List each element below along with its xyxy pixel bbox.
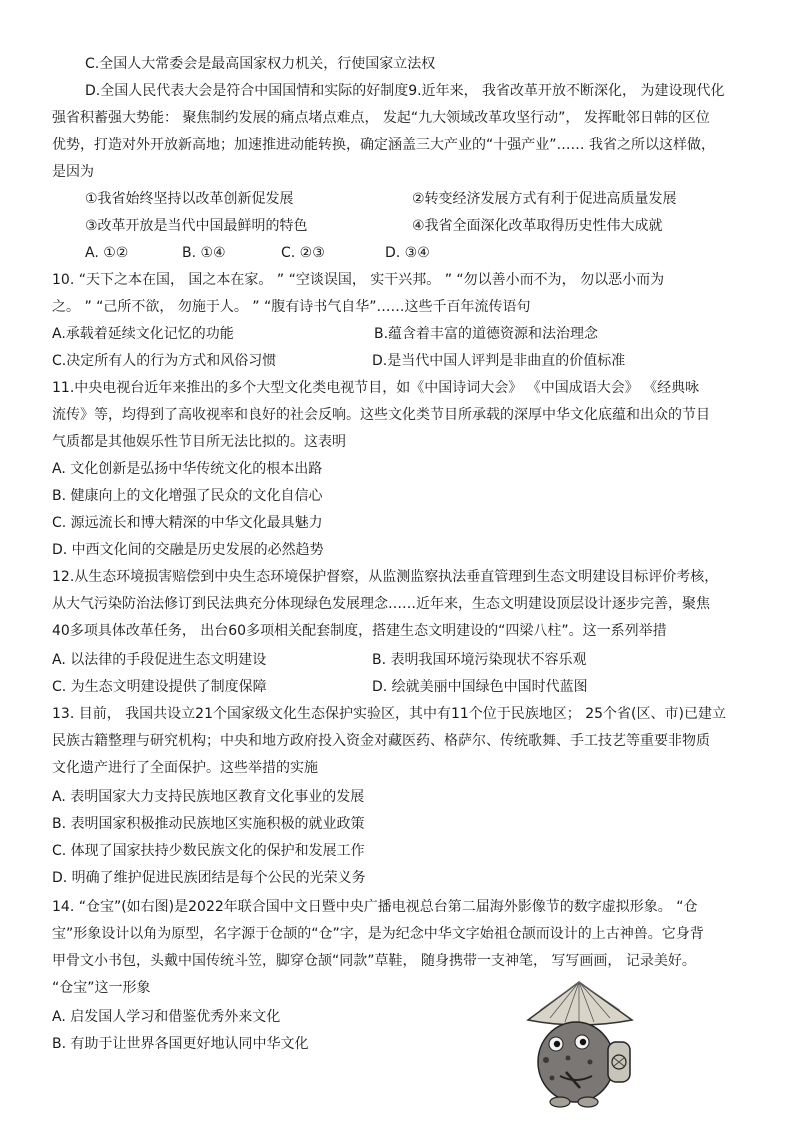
q13-option-a: A. 表明国家大力支持民族地区教育文化事业的发展 xyxy=(52,789,365,805)
q9-line: 优势，打造对外开放新高地；加速推进动能转换，确定涵盖三大产业的“十强产业”…… 我省之所以这样做， xyxy=(52,137,715,153)
q11-line: 11.中央电视台近年来推出的多个大型文化类电视节目，如《中国诗词大会》 《中国成语大会》 《经典咏 xyxy=(52,380,700,396)
q12-line: 从大气污染防治法修订到民法典充分体现绿色发展理念……近年来，生态文明建设顶层设计逐步完善，聚焦 xyxy=(52,596,710,612)
q9-item-1: ①我省始终坚持以改革创新促发展 xyxy=(85,191,294,207)
q10-line: 之。 ” “己所不欲， 勿施于人。 ” “腹有诗书气自华”……这些千百年流传语句 xyxy=(52,299,531,315)
q9-choice-c: C. ②③ xyxy=(281,245,325,261)
q10-option-d: D.是当代中国人评判是非曲直的价值标准 xyxy=(372,353,626,369)
q14-line: “仓宝”这一形象 xyxy=(52,980,151,996)
cangbao-mascot-image xyxy=(520,980,638,1112)
q12-option-c: C. 为生态文明建设提供了制度保障 xyxy=(52,679,267,695)
q13-option-d: D. 明确了维护促进民族团结是每个公民的光荣义务 xyxy=(52,870,366,886)
q14-line: 宝”形象设计以角为原型，名字源于仓颉的“仓”字，是为纪念中华文字始祖仓颉而设计的上古神兽。它身背 xyxy=(52,926,704,942)
q9-line: 强省积蓄强大势能： 聚焦制约发展的痛点堵点难点， 发起“九大领域改革攻坚行动”， 发挥毗邻日韩的区位 xyxy=(52,110,710,126)
q12-option-d: D. 绘就美丽中国绿色中国时代蓝图 xyxy=(372,679,588,695)
q8-option-c: C.全国人大常委会是最高国家权力机关，行使国家立法权 xyxy=(85,56,436,72)
q12-line: 12.从生态环境损害赔偿到中央生态环境保护督察，从监测监察执法垂直管理到生态文明建设目标评价考核， xyxy=(52,569,719,585)
q9-item-3: ③改革开放是当代中国最鲜明的特色 xyxy=(85,218,308,234)
q12-line: 40多项具体改革任务， 出台60多项相关配套制度，搭建生态文明建设的“四梁八柱”。这一系列举措 xyxy=(52,623,667,639)
q10-line: 10. “天下之本在国， 国之本在家。 ” “空谈误国， 实干兴邦。 ” “勿以善小而不为， 勿以恶小而为 xyxy=(52,272,665,288)
q12-option-b: B. 表明我国环境污染现状不容乐观 xyxy=(372,652,587,668)
q9-choice-d: D. ③④ xyxy=(385,245,430,261)
q9-line: 是因为 xyxy=(52,164,94,180)
q13-line: 民族古籍整理与研究机构；中央和地方政府投入资金对藏医药、格萨尔、传统歌舞、手工技艺等重要非物质 xyxy=(52,733,710,749)
q14-line: 14. “仓宝”(如右图)是2022年联合国中文日暨中央广播电视总台第二届海外影像节的数字虚拟形象。 “仓 xyxy=(52,899,698,915)
q9-choice-a: A. ①② xyxy=(85,245,129,261)
q12-option-a: A. 以法律的手段促进生态文明建设 xyxy=(52,652,267,668)
q11-line: 流传》等，均得到了高收视率和良好的社会反响。这些文化类节目所承载的深厚中华文化底蕴和出众的节目 xyxy=(52,407,710,423)
q10-option-c: C.决定所有人的行为方式和风俗习惯 xyxy=(52,353,277,369)
q11-line: 气质都是其他娱乐性节目所无法比拟的。这表明 xyxy=(52,434,346,450)
q11-option-d: D. 中西文化间的交融是历史发展的必然趋势 xyxy=(52,542,324,558)
q11-option-c: C. 源远流长和博大精深的中华文化最具魅力 xyxy=(52,515,323,531)
q11-option-b: B. 健康向上的文化增强了民众的文化自信心 xyxy=(52,488,323,504)
q14-option-b: B. 有助于让世界各国更好地认同中华文化 xyxy=(52,1036,309,1052)
q9-item-4: ④我省全面深化改革取得历史性伟大成就 xyxy=(412,218,663,234)
q14-line: 甲骨文小书包，头戴中国传统斗笠，脚穿仓颉“同款”草鞋， 随身携带一支神笔， 写写画画， 记录美好。 xyxy=(52,953,696,969)
q10-option-a: A.承载着延续文化记忆的功能 xyxy=(52,326,234,342)
q13-line: 13. 目前， 我国共设立21个国家级文化生态保护实验区，其中有11个位于民族地区； 25个省(区、市)已建立 xyxy=(52,706,726,722)
q9-item-2: ②转变经济发展方式有利于促进高质量发展 xyxy=(412,191,677,207)
q13-option-c: C. 体现了国家扶持少数民族文化的保护和发展工作 xyxy=(52,843,365,859)
q14-option-a: A. 启发国人学习和借鉴优秀外来文化 xyxy=(52,1009,281,1025)
q13-option-b: B. 表明国家积极推动民族地区实施积极的就业政策 xyxy=(52,816,365,832)
q10-option-b: B.蕴含着丰富的道德资源和法治理念 xyxy=(374,326,599,342)
q9-choice-b: B. ①④ xyxy=(182,245,226,261)
q8-option-d-q9-start: D.全国人民代表大会是符合中国国情和实际的好制度9.近年来， 我省改革开放不断深化， 为建设现代化 xyxy=(85,83,725,99)
q11-option-a: A. 文化创新是弘扬中华传统文化的根本出路 xyxy=(52,461,323,477)
q13-line: 文化遗产进行了全面保护。这些举措的实施 xyxy=(52,760,318,776)
